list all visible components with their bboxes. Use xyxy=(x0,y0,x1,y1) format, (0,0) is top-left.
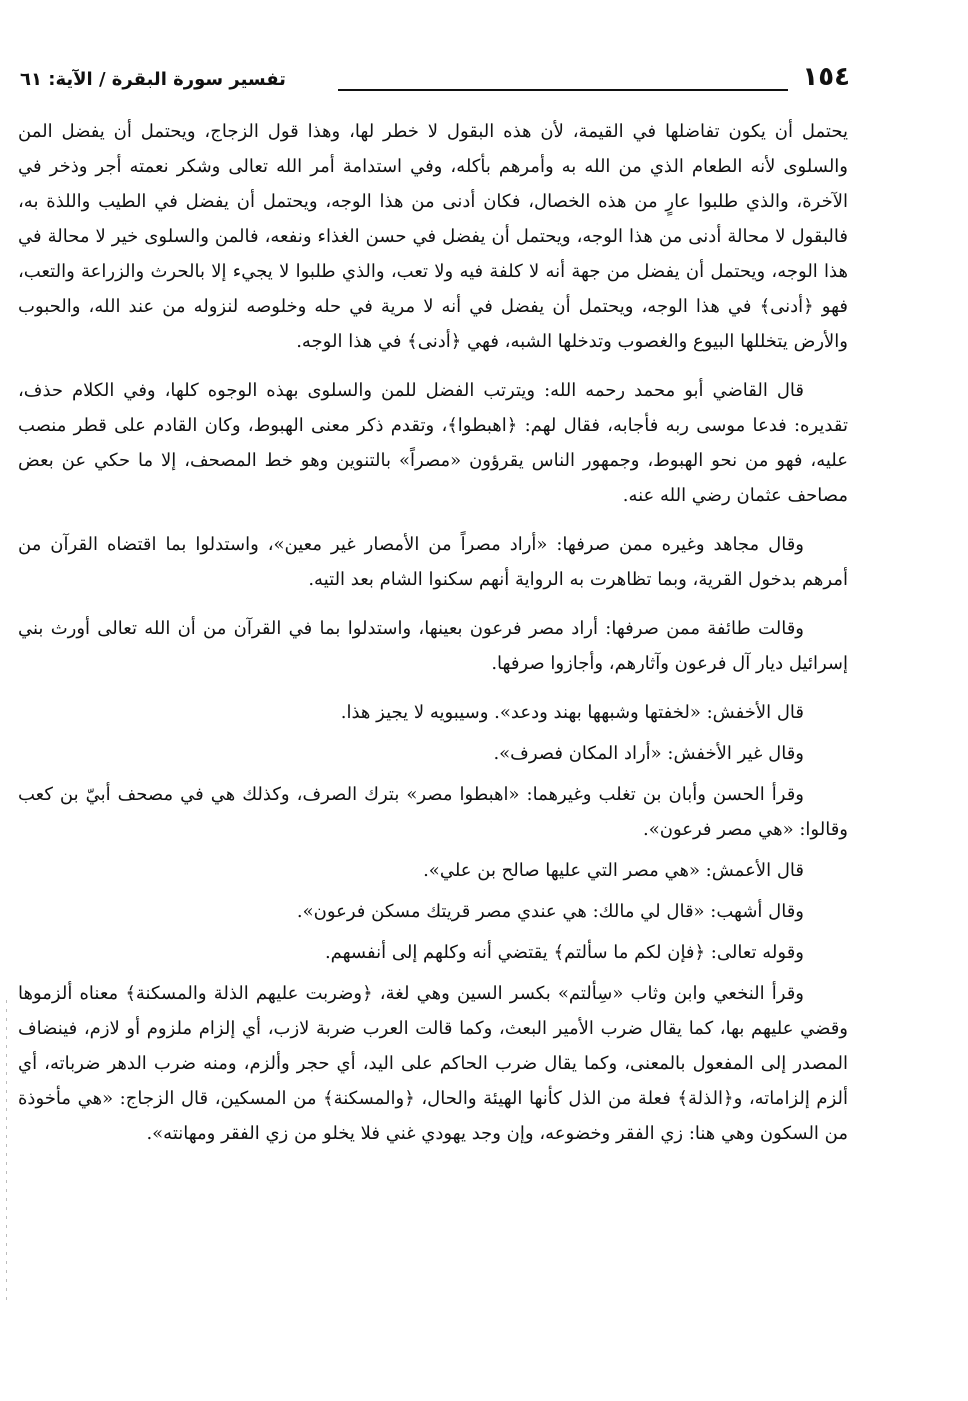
paragraph: وقوله تعالى: ﴿فإن لكم ما سألتم﴾ يقتضي أنه وكلهم إلى أنفسهم. xyxy=(324,942,804,963)
paragraph: وقرأ النخعي وابن وثاب «سِألتم» بكسر السين وهي لغة، ﴿وضربت عليهم الذلة والمسكنة﴾ معناه ألزموها وقضي عليهم بها، كما يقال ضرب الأمير البعث، وكما قالت العرب ضربة لازب، أي إلزام ملزوم أو لازم، فينضاف المصدر إلى المفعول بالمعنى، وكما يقال ضرب الحاكم على اليد، أي حجر وألزم، ومنه ضرب الدهر ضرباته، أي ألزم إلزاماته، و﴿الذلة﴾ فعلة من الذل كأنها الهيئة والحال، ﴿والمسكنة﴾ من المسكين، قال الزجاج: «هي مأخوذة من السكون وهي هنا: زي الفقر وخضوعه، وإن وجد يهودي غني فلا يخلو من زي الفقر ومهانته». xyxy=(18,983,848,1144)
paragraph: وقالت طائفة ممن صرفها: أراد مصر فرعون بعينها، واستدلوا بما في القرآن من أن الله تعالى أورث بني إسرائيل ديار آل فرعون وآثارهم، وأجازوا صرفها. xyxy=(18,618,848,674)
body-text xyxy=(18,114,848,1165)
page-header xyxy=(20,62,850,102)
paragraph: قال الأعمش: «هي مصر التي عليها صالح بن علي». xyxy=(423,860,804,881)
paragraph: وقال غير الأخفش: «أراد المكان فصرف». xyxy=(493,743,804,764)
paragraph: وقال أشهب: «قال لي مالك: هي عندي مصر قريتك مسكن فرعون». xyxy=(296,901,804,922)
paragraph: وقال مجاهد وغيره ممن صرفها: «أراد مصراً من الأمصار غير معين»، واستدلوا بما اقتضاه القرآن من أمرهم بدخول القرية، وبما تظاهرت به الرواية أنهم سكنوا الشام بعد التيه. xyxy=(18,534,848,590)
paragraph: يحتمل أن يكون تفاضلها في القيمة، لأن هذه البقول لا خطر لها، وهذا قول الزجاج، ويحتمل أن يفضل المن والسلوى لأنه الطعام الذي من الله به وأمرهم بأكله، وفي استدامة أمر الله تعالى وشكر نعمته أجر وذخر في الآخرة، والذي طلبوا عارٍ من هذه الخصال، فكان أدنى من هذا الوجه، ويحتمل أن يفضل في الطيب واللذة به، فالبقول لا محالة أدنى من هذا الوجه، ويحتمل أن يفضل في حسن الغذاء ونفعه، فالمن والسلوى خير لا محالة في هذا الوجه، ويحتمل أن يفضل من جهة أنه لا كلفة فيه ولا تعب، والذي طلبوا لا يجيء إلا بالحرث والزراعة والتعب، فهو ﴿أدنى﴾ في هذا الوجه، ويحتمل أن يفضل في أنه لا مرية في حله وخلوصه لنزوله من عند الله، والحبوب والأرض يتخللها البيوع والغصوب وتدخلها الشبه، فهي ﴿أدنى﴾ في هذا الوجه. xyxy=(18,121,848,352)
page-number: ١٥٤ xyxy=(802,62,850,92)
paragraph: وقرأ الحسن وأبان بن تغلب وغيرهما: «اهبطوا مصر» بترك الصرف، وكذلك هي في مصحف أبيّ بن كعب وقالوا: «هي مصر فرعون». xyxy=(18,784,848,840)
paragraph: قال القاضي أبو محمد رحمه الله: ويترتب الفضل للمن والسلوى بهذه الوجوه كلها، وفي الكلام حذف، تقديره: فدعا موسى ربه فأجابه، فقال لهم: ﴿اهبطوا﴾، وتقدم ذكر معنى الهبوط، وكان القادم على قطر منصب عليه، فهو من نحو الهبوط، وجمهور الناس يقرؤون «مصراً» بالتنوين وهو خط المصحف، إلا ما حكي عن بعض مصاحف عثمان رضي الله عنه. xyxy=(18,380,848,506)
scan-margin-mark xyxy=(6,1000,7,1300)
running-title: تفسير سورة البقرة / الآية: ٦١ xyxy=(20,69,286,90)
paragraph: قال الأخفش: «لخفتها وشبهها بهند ودعد». وسيبويه لا يجيز هذا. xyxy=(340,702,804,723)
header-rule xyxy=(338,89,788,91)
